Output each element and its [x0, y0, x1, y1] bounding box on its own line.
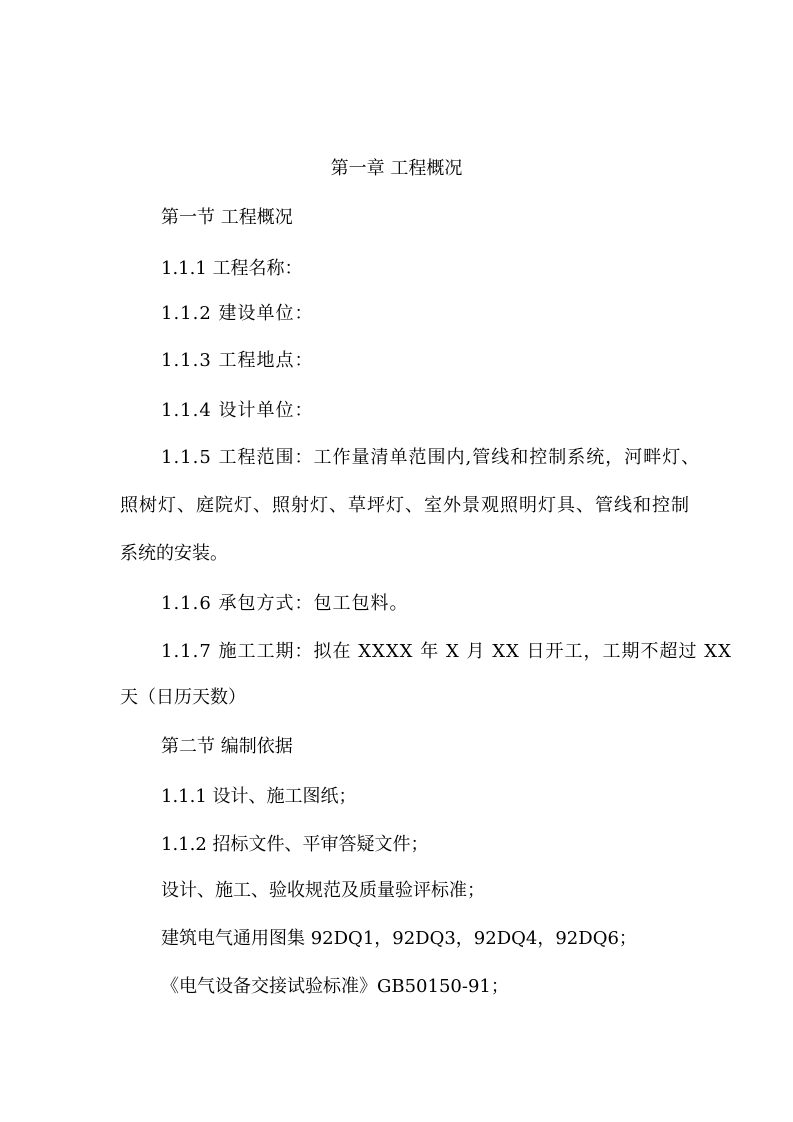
chapter-title: 第一章 工程概况 [330, 158, 463, 179]
basis-item-drawings: 1.1.1 设计、施工图纸； [161, 786, 357, 807]
item-contract-method: 1.1.6 承包方式：包工包料。 [161, 593, 409, 614]
item-construction-unit: 1.1.2 建设单位： [161, 303, 314, 324]
item-design-unit: 1.1.4 设计单位： [161, 400, 314, 421]
section-heading-overview: 第一节 工程概况 [161, 207, 293, 228]
item-project-name: 1.1.1 工程名称： [161, 258, 303, 279]
item-construction-period-line1: 1.1.7 施工工期：拟在 XXXX 年 X 月 XX 日开工，工期不超过 XX [161, 641, 732, 662]
basis-item-standards: 设计、施工、验收规范及质量验评标准； [161, 880, 485, 901]
item-project-scope-line1: 1.1.5 工程范围：工作量清单范围内,管线和控制系统，河畔灯、 [161, 447, 701, 468]
section-heading-basis: 第二节 编制依据 [161, 736, 293, 757]
item-construction-period-line2: 天（日历天数） [120, 687, 246, 708]
item-project-scope-line2: 照树灯、庭院灯、照射灯、草坪灯、室外景观照明灯具、管线和控制 [120, 495, 690, 516]
basis-item-gb-standard: 《电气设备交接试验标准》GB50150-91； [161, 976, 509, 997]
item-project-scope-line3: 系统的安装。 [120, 543, 228, 564]
basis-item-atlas: 建筑电气通用图集 92DQ1，92DQ3，92DQ4，92DQ6； [161, 928, 637, 949]
basis-item-tender-docs: 1.1.2 招标文件、平审答疑文件； [161, 834, 429, 855]
item-project-location: 1.1.3 工程地点： [161, 350, 314, 371]
